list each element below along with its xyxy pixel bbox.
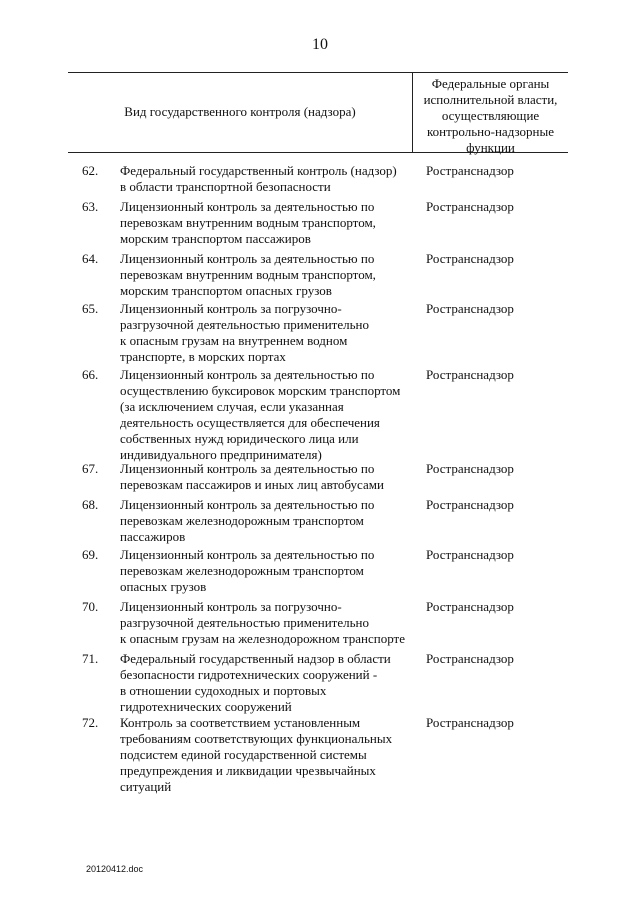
row-number: 67. xyxy=(82,461,99,476)
row-description xyxy=(120,251,410,299)
row-description xyxy=(120,301,410,365)
description-line: в области транспортной безопасности xyxy=(120,179,331,194)
row-agency: Ространснадзор xyxy=(426,497,514,512)
description-line: перевозкам железнодорожным транспортом xyxy=(120,513,364,528)
description-line: Лицензионный контроль за деятельностью по xyxy=(120,461,375,476)
header-line: исполнительной власти, xyxy=(423,92,558,107)
description-line: перевозкам пассажиров и иных лиц автобусами xyxy=(120,477,384,492)
row-number: 64. xyxy=(82,251,99,266)
description-line: ситуаций xyxy=(120,779,172,794)
description-line: Лицензионный контроль за деятельностью по xyxy=(120,251,375,266)
description-line: подсистем единой государственной системы xyxy=(120,747,367,762)
header-line: Федеральные органы xyxy=(431,76,550,91)
row-agency: Ространснадзор xyxy=(426,547,514,562)
row-number: 65. xyxy=(82,301,99,316)
row-description xyxy=(120,651,410,715)
row-description xyxy=(120,715,410,795)
row-description xyxy=(120,163,410,195)
header-line: функции xyxy=(466,140,515,155)
row-number: 63. xyxy=(82,199,99,214)
description-line: транспорте, в морских портах xyxy=(120,349,286,364)
row-number: 71. xyxy=(82,651,99,666)
description-line: Лицензионный контроль за погрузочно- xyxy=(120,599,342,614)
header-executive-bodies xyxy=(413,76,568,156)
description-line: в отношении судоходных и портовых xyxy=(120,683,327,698)
description-line: Федеральный государственный контроль (надзор) xyxy=(120,163,397,178)
description-line: Лицензионный контроль за деятельностью по xyxy=(120,199,375,214)
row-agency: Ространснадзор xyxy=(426,367,514,382)
row-number: 72. xyxy=(82,715,99,730)
description-line: разгрузочной деятельностью применительно xyxy=(120,615,369,630)
description-line: опасных грузов xyxy=(120,579,207,594)
description-line: осуществлению буксировок морским транспортом xyxy=(120,383,401,398)
description-line: перевозкам внутренним водным транспортом, xyxy=(120,267,376,282)
description-line: разгрузочной деятельностью применительно xyxy=(120,317,369,332)
row-agency: Ространснадзор xyxy=(426,251,514,266)
row-number: 62. xyxy=(82,163,99,178)
row-agency: Ространснадзор xyxy=(426,599,514,614)
description-line: Федеральный государственный надзор в области xyxy=(120,651,391,666)
header-line: осуществляющие xyxy=(441,108,540,123)
row-agency: Ространснадзор xyxy=(426,163,514,178)
row-agency: Ространснадзор xyxy=(426,461,514,476)
table-top-rule xyxy=(68,72,568,73)
description-line: (за исключением случая, если указанная xyxy=(120,399,344,414)
row-description xyxy=(120,199,410,247)
description-line: индивидуального предпринимателя) xyxy=(120,447,322,462)
row-agency: Ространснадзор xyxy=(426,715,514,730)
description-line: безопасности гидротехнических сооружений - xyxy=(120,667,378,682)
header-control-type: Вид государственного контроля (надзора) xyxy=(124,104,356,119)
row-description xyxy=(120,599,410,647)
row-description xyxy=(120,547,410,595)
description-line: к опасным грузам на железнодорожном транспорте xyxy=(120,631,405,646)
row-number: 69. xyxy=(82,547,99,562)
row-number: 70. xyxy=(82,599,99,614)
description-line: собственных нужд юридического лица или xyxy=(120,431,359,446)
description-line: Лицензионный контроль за погрузочно- xyxy=(120,301,342,316)
description-line: пассажиров xyxy=(120,529,186,544)
description-line: к опасным грузам на внутреннем водном xyxy=(120,333,348,348)
description-line: Лицензионный контроль за деятельностью по xyxy=(120,367,375,382)
description-line: перевозкам железнодорожным транспортом xyxy=(120,563,364,578)
header-line: контрольно-надзорные xyxy=(426,124,554,139)
description-line: Контроль за соответствием установленным xyxy=(120,715,361,730)
description-line: перевозкам внутренним водным транспортом, xyxy=(120,215,376,230)
row-number: 66. xyxy=(82,367,99,382)
description-line: предупреждения и ликвидации чрезвычайных xyxy=(120,763,376,778)
description-line: Лицензионный контроль за деятельностью по xyxy=(120,547,375,562)
description-line: Лицензионный контроль за деятельностью по xyxy=(120,497,375,512)
row-description xyxy=(120,461,410,493)
row-description xyxy=(120,367,410,463)
description-line: морским транспортом пассажиров xyxy=(120,231,311,246)
row-agency: Ространснадзор xyxy=(426,199,514,214)
description-line: требованиям соответствующих функциональных xyxy=(120,731,393,746)
page-number: 10 xyxy=(312,36,328,53)
row-number: 68. xyxy=(82,497,99,512)
row-agency: Ространснадзор xyxy=(426,651,514,666)
description-line: морским транспортом опасных грузов xyxy=(120,283,332,298)
description-line: деятельность осуществляется для обеспечения xyxy=(120,415,380,430)
footer-filename: 20120412.doc xyxy=(86,864,144,874)
description-line: гидротехнических сооружений xyxy=(120,699,292,714)
row-description xyxy=(120,497,410,545)
row-agency: Ространснадзор xyxy=(426,301,514,316)
